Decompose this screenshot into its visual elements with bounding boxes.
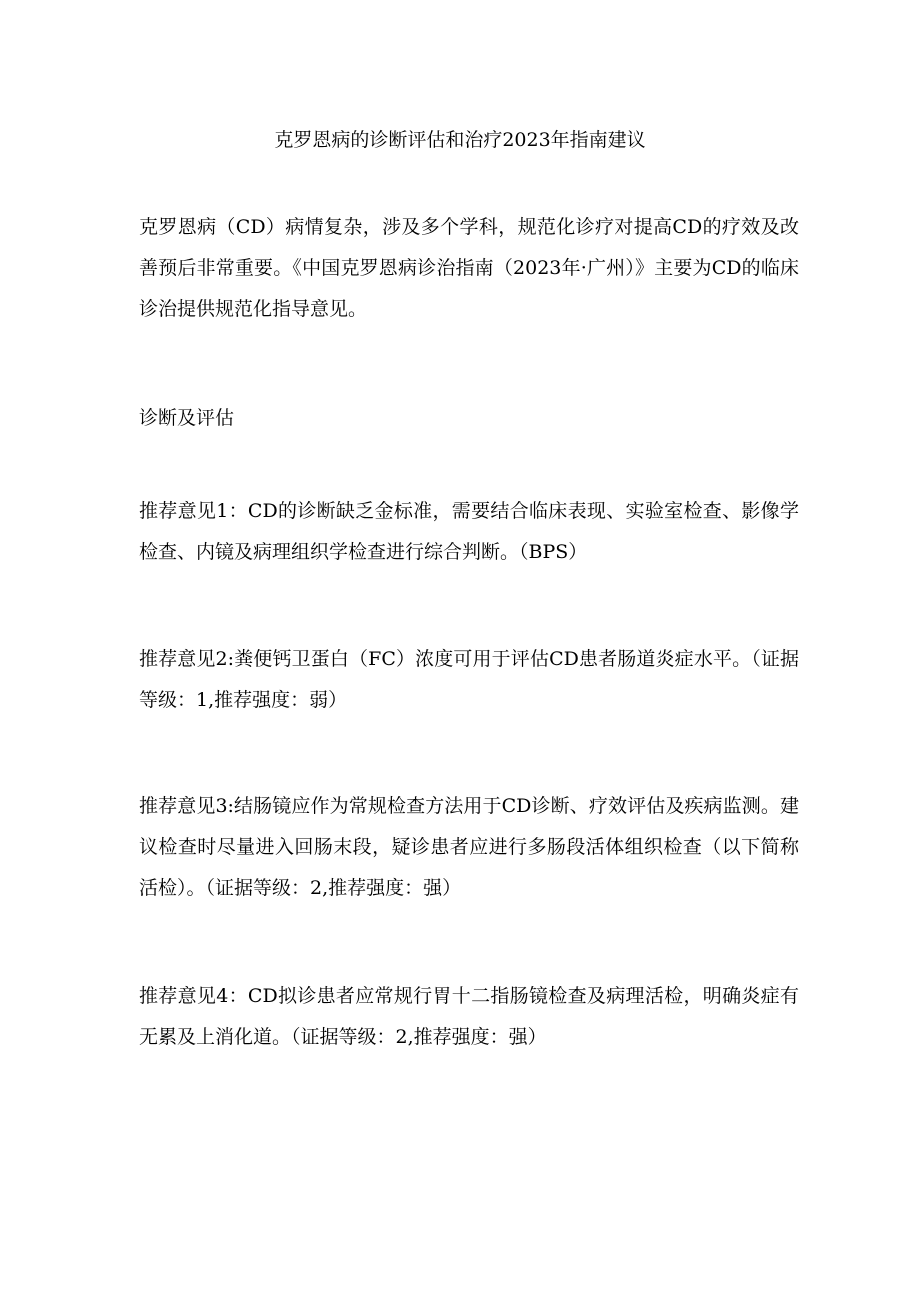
- recommendation-3: 推荐意见3:结肠镜应作为常规检查方法用于CD诊断、疗效评估及疾病监测。建议检查时尽量进入回肠末段，疑诊患者应进行多肠段活体组织检查（以下简称活检）。（证据等级：2,推荐强度：强）: [139, 795, 799, 899]
- recommendation-2: 推荐意见2:粪便钙卫蛋白（FC）浓度可用于评估CD患者肠道炎症水平。（证据等级：1,推荐强度：弱）: [139, 648, 799, 711]
- document-title: 克罗恩病的诊断评估和治疗2023年指南建议: [274, 129, 646, 151]
- recommendation-4: 推荐意见4：CD拟诊患者应常规行胃十二指肠镜检查及病理活检，明确炎症有无累及上消化道。（证据等级：2,推荐强度：强）: [139, 985, 799, 1048]
- intro-paragraph: 克罗恩病（CD）病情复杂，涉及多个学科，规范化诊疗对提高CD的疗效及改善预后非常重要。《中国克罗恩病诊治指南（2023年·广州）》主要为CD的临床诊治提供规范化指导意见。: [139, 216, 799, 320]
- section-heading: 诊断及评估: [139, 407, 235, 429]
- recommendation-1: 推荐意见1：CD的诊断缺乏金标准，需要结合临床表现、实验室检查、影像学检查、内镜及病理组织学检查进行综合判断。（BPS）: [139, 500, 799, 563]
